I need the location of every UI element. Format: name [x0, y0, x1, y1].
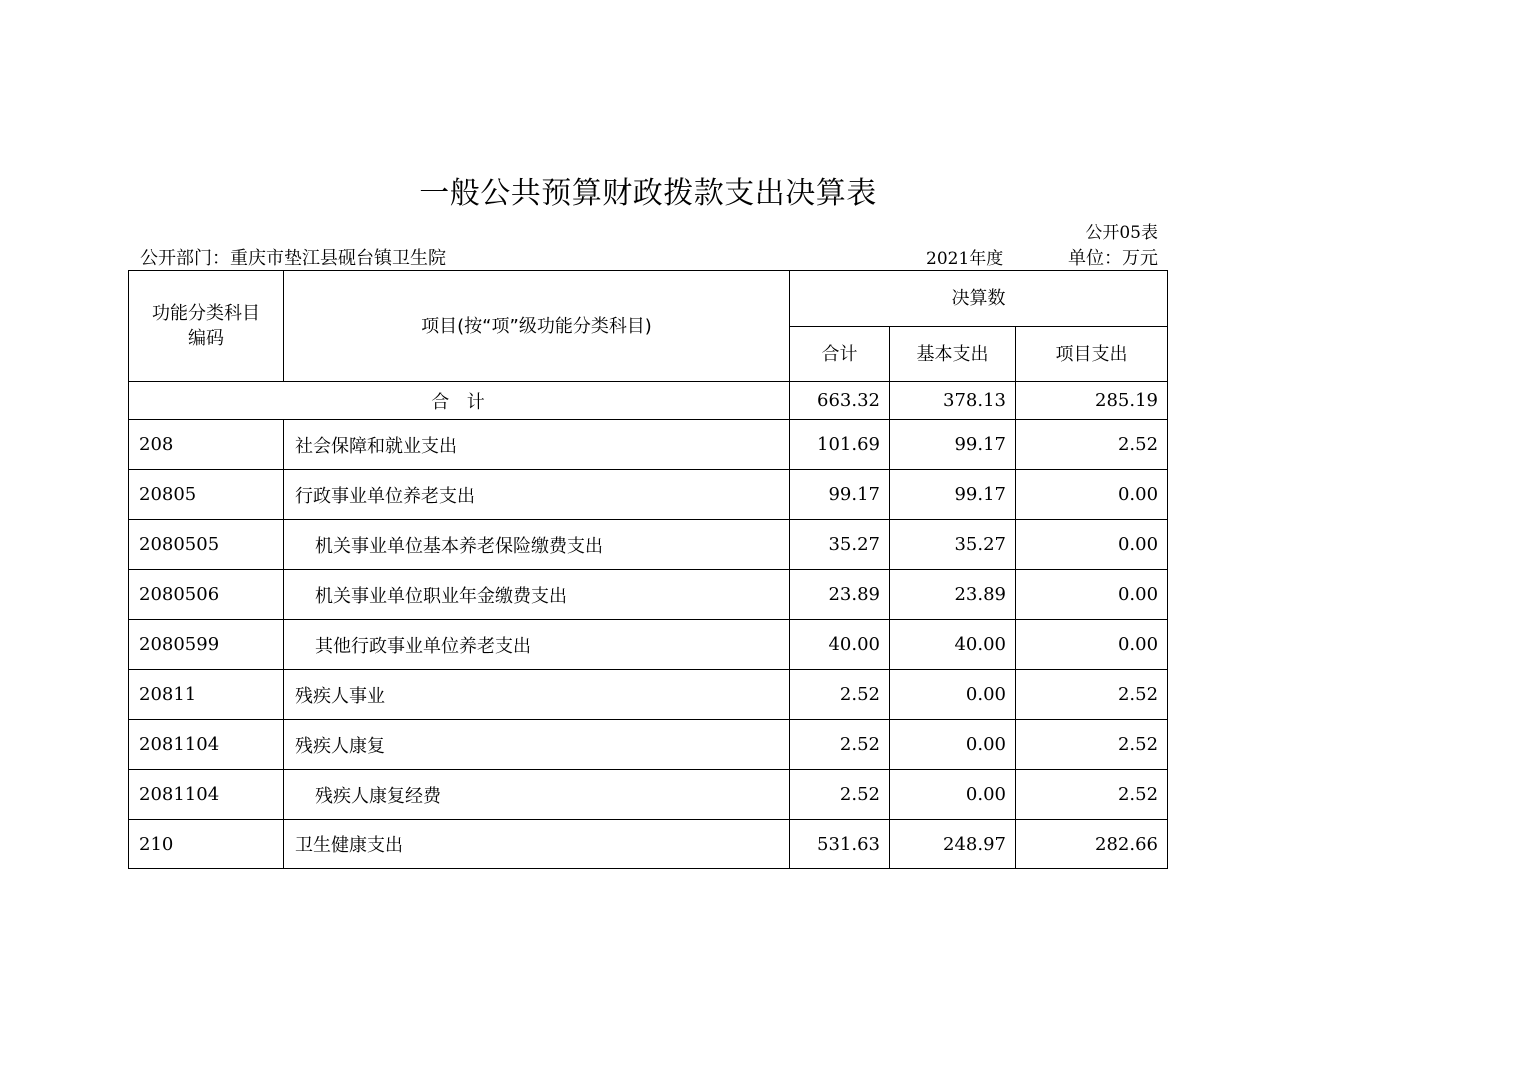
- row-total: 99.17: [790, 470, 890, 520]
- header-item: 项目(按“项”级功能分类科目): [284, 271, 790, 382]
- row-code: 208: [129, 420, 284, 470]
- row-basic: 0.00: [890, 720, 1016, 770]
- row-basic: 248.97: [890, 820, 1016, 869]
- row-basic: 23.89: [890, 570, 1016, 620]
- table-row: [129, 470, 1168, 520]
- row-project: 0.00: [1016, 520, 1168, 570]
- row-code: 2080505: [129, 520, 284, 570]
- page-title: 一般公共预算财政拨款支出决算表: [419, 176, 877, 211]
- table-row: [129, 620, 1168, 670]
- row-total: 40.00: [790, 620, 890, 670]
- header-final-amount: 决算数: [790, 271, 1168, 327]
- row-code: 2081104: [129, 720, 284, 770]
- budget-table: [128, 270, 1168, 869]
- table-row: [129, 720, 1168, 770]
- row-project: 2.52: [1016, 420, 1168, 470]
- row-name: 社会保障和就业支出: [284, 420, 790, 470]
- header-basic: 基本支出: [890, 327, 1016, 382]
- row-project: 0.00: [1016, 620, 1168, 670]
- row-code: 2080506: [129, 570, 284, 620]
- row-name: 机关事业单位职业年金缴费支出: [284, 570, 790, 620]
- unit-label: 单位：万元: [1068, 248, 1158, 269]
- table-row: [129, 670, 1168, 720]
- header-code: 功能分类科目 编码: [129, 271, 284, 382]
- row-code: 20811: [129, 670, 284, 720]
- row-basic: 99.17: [890, 470, 1016, 520]
- table-number: 公开05表: [1085, 223, 1158, 243]
- row-project: 0.00: [1016, 570, 1168, 620]
- totals-label: 合 计: [129, 382, 790, 420]
- row-name: 残疾人康复经费: [284, 770, 790, 820]
- table-row: [129, 520, 1168, 570]
- row-project: 2.52: [1016, 720, 1168, 770]
- totals-row: [129, 382, 1168, 420]
- row-total: 23.89: [790, 570, 890, 620]
- row-code: 2080599: [129, 620, 284, 670]
- row-total: 2.52: [790, 720, 890, 770]
- row-total: 35.27: [790, 520, 890, 570]
- totals-total: 663.32: [790, 382, 890, 420]
- row-project: 0.00: [1016, 470, 1168, 520]
- row-basic: 99.17: [890, 420, 1016, 470]
- header-project: 项目支出: [1016, 327, 1168, 382]
- row-total: 2.52: [790, 770, 890, 820]
- row-code: 20805: [129, 470, 284, 520]
- row-project: 282.66: [1016, 820, 1168, 869]
- row-project: 2.52: [1016, 670, 1168, 720]
- row-total: 101.69: [790, 420, 890, 470]
- table-row: [129, 420, 1168, 470]
- row-basic: 0.00: [890, 770, 1016, 820]
- table-row: [129, 570, 1168, 620]
- totals-project: 285.19: [1016, 382, 1168, 420]
- row-code: 2081104: [129, 770, 284, 820]
- row-name: 行政事业单位养老支出: [284, 470, 790, 520]
- table-row: [129, 770, 1168, 820]
- totals-basic: 378.13: [890, 382, 1016, 420]
- row-name: 残疾人康复: [284, 720, 790, 770]
- department-label: 公开部门：重庆市垫江县砚台镇卫生院: [140, 248, 446, 269]
- row-total: 531.63: [790, 820, 890, 869]
- row-basic: 35.27: [890, 520, 1016, 570]
- row-basic: 0.00: [890, 670, 1016, 720]
- header-total: 合计: [790, 327, 890, 382]
- row-name: 残疾人事业: [284, 670, 790, 720]
- row-name: 机关事业单位基本养老保险缴费支出: [284, 520, 790, 570]
- row-name: 其他行政事业单位养老支出: [284, 620, 790, 670]
- table-row: [129, 820, 1168, 869]
- fiscal-year: 2021年度: [926, 249, 1004, 269]
- row-project: 2.52: [1016, 770, 1168, 820]
- row-code: 210: [129, 820, 284, 869]
- row-name: 卫生健康支出: [284, 820, 790, 869]
- row-basic: 40.00: [890, 620, 1016, 670]
- row-total: 2.52: [790, 670, 890, 720]
